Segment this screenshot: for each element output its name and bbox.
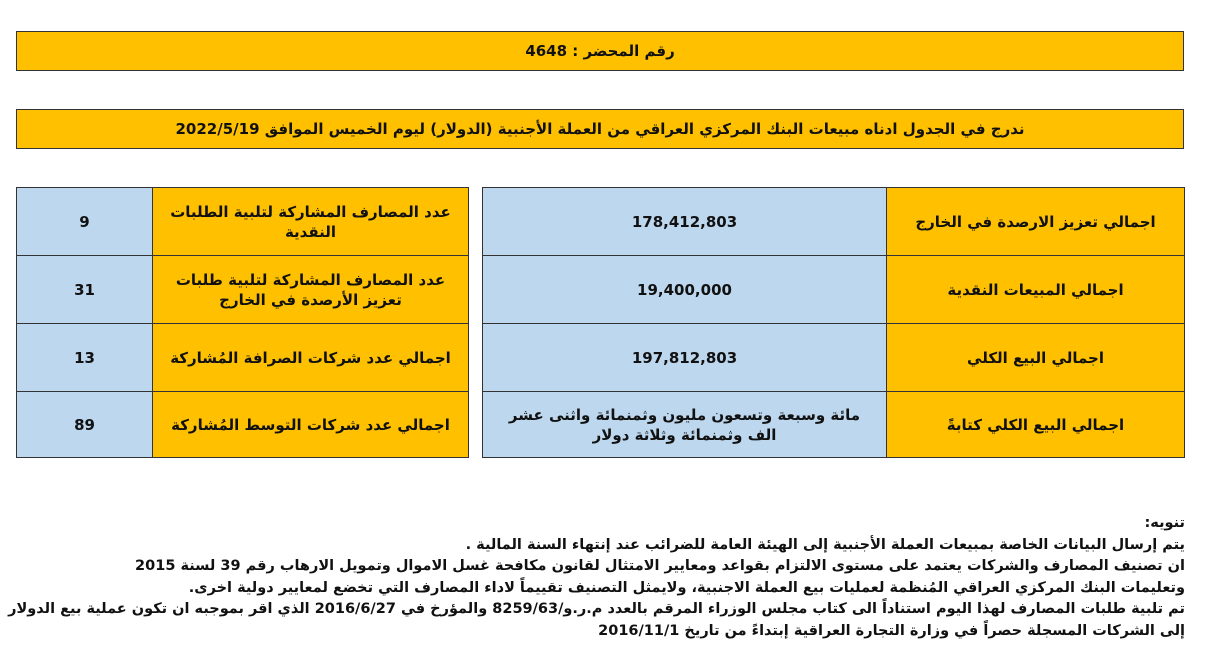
- table-row: [17, 188, 469, 256]
- summary-label: اجمالي تعزيز الارصدة في الخارج: [887, 188, 1185, 256]
- summary-value: مائة وسبعة وتسعون مليون وثمنمائة واثنى عشر الف وثمنمائة وثلاثة دولار: [483, 392, 887, 458]
- participant-label: عدد المصارف المشاركة لتلبية الطلبات النقدية: [153, 188, 469, 256]
- summary-value: 178,412,803: [483, 188, 887, 256]
- summary-label: اجمالي البيع الكلي كتابةً: [887, 392, 1185, 458]
- note-line: ان تصنيف المصارف والشركات يعتمد على مستوى الالتزام بقواعد ومعايير الامتثال لقانون مكافحة غسل الاموال وتمويل الارهاب رقم 39 لسنة 2015: [135, 558, 1185, 574]
- note-line: تم تلبية طلبات المصارف لهذا اليوم استناداً الى كتاب مجلس الوزراء المرقم بالعدد م.ر.و/8259/63 والمؤرخ في 2016/6/27 الذي اقر بموجبه ان تكون عملية بيع الدولار: [8, 601, 1185, 617]
- participants-table: [16, 187, 469, 458]
- notes-title: تنويه:: [1144, 515, 1185, 531]
- notes-section: [8, 513, 1185, 642]
- participant-label: اجمالي عدد شركات التوسط المُشاركة: [153, 392, 469, 458]
- table-row: [483, 256, 1185, 324]
- participant-label: عدد المصارف المشاركة لتلبية طلبات تعزيز الأرصدة في الخارج: [153, 256, 469, 324]
- participant-label: اجمالي عدد شركات الصرافة المُشاركة: [153, 324, 469, 392]
- table-row: [17, 324, 469, 392]
- participant-count: 89: [17, 392, 153, 458]
- table-row: [17, 256, 469, 324]
- intro-banner: [16, 109, 1184, 149]
- summary-label: اجمالي البيع الكلي: [887, 324, 1185, 392]
- note-line: إلى الشركات المسجلة حصراً في وزارة التجارة العراقية إبتداءً من تاريخ 2016/11/1: [598, 622, 1185, 639]
- participant-count: 9: [17, 188, 153, 256]
- sales-summary-table: [482, 187, 1185, 458]
- summary-value: 197,812,803: [483, 324, 887, 392]
- table-row: [483, 392, 1185, 458]
- summary-value: 19,400,000: [483, 256, 887, 324]
- participant-count: 13: [17, 324, 153, 392]
- table-row: [483, 324, 1185, 392]
- table-row: [483, 188, 1185, 256]
- minutes-number: رقم المحضر : 4648: [525, 42, 675, 60]
- note-line: وتعليمات البنك المركزي العراقي المُنظمة لعمليات بيع العملة الاجنبية، ولايمثل التصنيف تقييماً لاداء المصارف التي تخضع لمعايير دولية اخرى.: [188, 579, 1185, 596]
- minutes-number-banner: [16, 31, 1184, 71]
- table-row: [17, 392, 469, 458]
- note-line: يتم إرسال البيانات الخاصة بمبيعات العملة الأجنبية إلى الهيئة العامة للضرائب عند إنتهاء السنة المالية .: [465, 536, 1185, 553]
- summary-label: اجمالي المبيعات النقدية: [887, 256, 1185, 324]
- intro-text: ندرج في الجدول ادناه مبيعات البنك المركزي العراقي من العملة الأجنبية (الدولار) ليوم الخميس الموافق 2022/5/19: [175, 120, 1025, 138]
- participant-count: 31: [17, 256, 153, 324]
